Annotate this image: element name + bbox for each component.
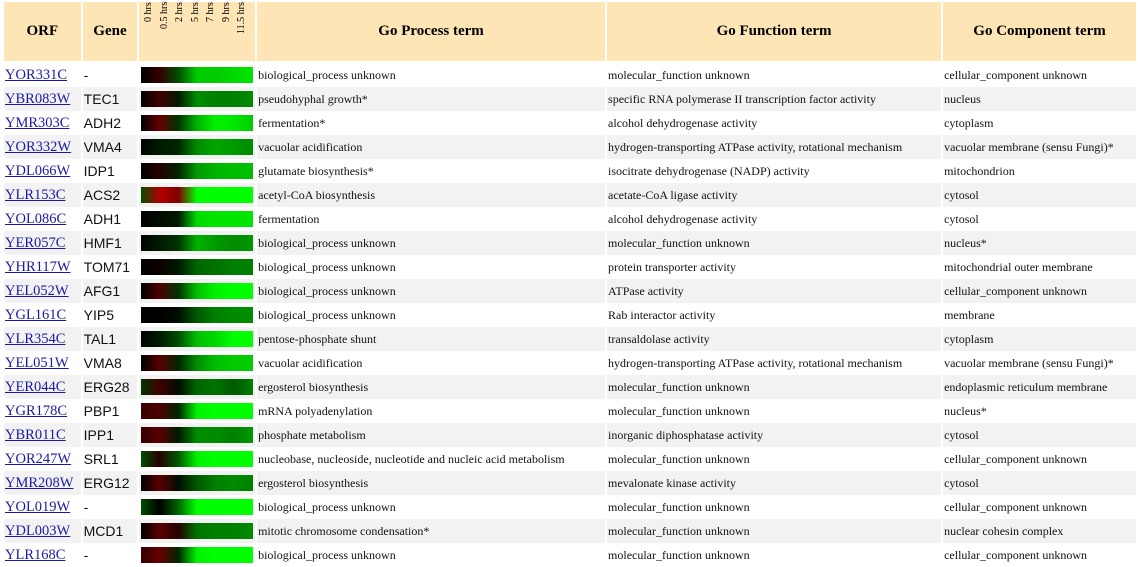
expression-cell xyxy=(139,399,255,423)
expression-cell xyxy=(139,279,255,303)
orf-link[interactable]: YDL066W xyxy=(5,162,71,179)
orf-link[interactable]: YGR178C xyxy=(5,402,68,419)
expression-cell xyxy=(139,519,255,543)
component-cell: mitochondrion xyxy=(943,159,1136,183)
orf-cell xyxy=(4,63,81,87)
table-row xyxy=(4,231,1136,255)
process-cell: glutamate biosynthesis* xyxy=(257,159,605,183)
expression-heatmap-bar xyxy=(141,475,253,491)
gene-cell: VMA4 xyxy=(83,135,138,159)
table-row xyxy=(4,375,1136,399)
orf-link[interactable]: YMR208W xyxy=(5,474,74,491)
orf-link[interactable]: YER057C xyxy=(5,234,66,251)
process-cell: fermentation* xyxy=(257,111,605,135)
orf-cell xyxy=(4,543,81,567)
expression-cell xyxy=(139,327,255,351)
component-cell: nucleus* xyxy=(943,399,1136,423)
process-cell: biological_process unknown xyxy=(257,279,605,303)
orf-cell xyxy=(4,303,81,327)
timepoint-labels xyxy=(139,2,255,58)
function-cell: inorganic diphosphatase activity xyxy=(607,423,941,447)
table-row xyxy=(4,327,1136,351)
process-cell: fermentation xyxy=(257,207,605,231)
process-cell: mRNA polyadenylation xyxy=(257,399,605,423)
component-cell: cytoplasm xyxy=(943,111,1136,135)
expression-cell xyxy=(139,135,255,159)
orf-link[interactable]: YMR303C xyxy=(5,114,70,131)
process-cell: mitotic chromosome condensation* xyxy=(257,519,605,543)
timepoint-header xyxy=(139,2,255,63)
orf-link[interactable]: YOL019W xyxy=(5,498,71,515)
component-cell: cellular_component unknown xyxy=(943,543,1136,567)
function-cell: molecular_function unknown xyxy=(607,495,941,519)
orf-cell xyxy=(4,231,81,255)
function-cell: hydrogen-transporting ATPase activity, rotational mechanism xyxy=(607,135,941,159)
timepoint-label: 11.5 hrs xyxy=(236,2,248,34)
orf-link[interactable]: YLR153C xyxy=(5,186,66,203)
process-cell: ergosterol biosynthesis xyxy=(257,471,605,495)
table-row xyxy=(4,351,1136,375)
process-cell: pentose-phosphate shunt xyxy=(257,327,605,351)
expression-cell xyxy=(139,87,255,111)
component-cell: nucleus* xyxy=(943,231,1136,255)
orf-cell xyxy=(4,423,81,447)
orf-link[interactable]: YER044C xyxy=(5,378,66,395)
expression-heatmap-bar xyxy=(141,211,253,227)
table-row xyxy=(4,471,1136,495)
expression-heatmap-bar xyxy=(141,451,253,467)
expression-heatmap-bar xyxy=(141,283,253,299)
expression-heatmap-bar xyxy=(141,235,253,251)
expression-cell xyxy=(139,303,255,327)
component-cell: cellular_component unknown xyxy=(943,279,1136,303)
expression-heatmap-bar xyxy=(141,307,253,323)
function-cell: alcohol dehydrogenase activity xyxy=(607,111,941,135)
process-cell: biological_process unknown xyxy=(257,255,605,279)
gene-cell: AFG1 xyxy=(83,279,138,303)
table-row xyxy=(4,423,1136,447)
table-row xyxy=(4,135,1136,159)
process-cell: nucleobase, nucleoside, nucleotide and nucleic acid metabolism xyxy=(257,447,605,471)
table-row xyxy=(4,87,1136,111)
expression-heatmap-bar xyxy=(141,355,253,371)
expression-table xyxy=(2,2,1138,567)
expression-heatmap-bar xyxy=(141,331,253,347)
process-cell: biological_process unknown xyxy=(257,495,605,519)
orf-link[interactable]: YBR011C xyxy=(5,426,66,443)
function-cell: molecular_function unknown xyxy=(607,231,941,255)
function-cell: specific RNA polymerase II transcription factor activity xyxy=(607,87,941,111)
expression-cell xyxy=(139,183,255,207)
expression-heatmap-bar xyxy=(141,115,253,131)
orf-link[interactable]: YOR247W xyxy=(5,450,72,467)
process-header: Go Process term xyxy=(257,2,605,63)
function-cell: hydrogen-transporting ATPase activity, rotational mechanism xyxy=(607,351,941,375)
orf-cell xyxy=(4,375,81,399)
orf-cell xyxy=(4,135,81,159)
process-cell: biological_process unknown xyxy=(257,543,605,567)
orf-link[interactable]: YEL052W xyxy=(5,282,69,299)
gene-cell: ADH2 xyxy=(83,111,138,135)
function-cell: transaldolase activity xyxy=(607,327,941,351)
orf-cell xyxy=(4,159,81,183)
gene-cell: YIP5 xyxy=(83,303,138,327)
component-cell: cellular_component unknown xyxy=(943,447,1136,471)
function-cell: molecular_function unknown xyxy=(607,399,941,423)
expression-cell xyxy=(139,255,255,279)
expression-cell xyxy=(139,63,255,87)
gene-header: Gene xyxy=(83,2,138,63)
timepoint-label: 0.5 hrs xyxy=(158,2,170,30)
orf-cell xyxy=(4,327,81,351)
gene-cell: VMA8 xyxy=(83,351,138,375)
gene-cell: - xyxy=(83,495,138,519)
process-cell: vacuolar acidification xyxy=(257,351,605,375)
expression-heatmap-bar xyxy=(141,499,253,515)
orf-link[interactable]: YLR168C xyxy=(5,546,66,563)
timepoint-label: 0 hrs xyxy=(143,2,155,22)
gene-cell: IPP1 xyxy=(83,423,138,447)
expression-cell xyxy=(139,543,255,567)
process-cell: vacuolar acidification xyxy=(257,135,605,159)
table-row xyxy=(4,519,1136,543)
gene-cell: ERG28 xyxy=(83,375,138,399)
orf-cell xyxy=(4,519,81,543)
function-header: Go Function term xyxy=(607,2,941,63)
timepoint-label: 5 hrs xyxy=(189,2,201,22)
component-cell: vacuolar membrane (sensu Fungi)* xyxy=(943,351,1136,375)
table-row xyxy=(4,255,1136,279)
expression-heatmap-bar xyxy=(141,163,253,179)
table-row xyxy=(4,207,1136,231)
component-cell: nuclear cohesin complex xyxy=(943,519,1136,543)
table-row xyxy=(4,399,1136,423)
table-row xyxy=(4,111,1136,135)
gene-cell: ACS2 xyxy=(83,183,138,207)
gene-cell: TOM71 xyxy=(83,255,138,279)
expression-heatmap-bar xyxy=(141,67,253,83)
function-cell: mevalonate kinase activity xyxy=(607,471,941,495)
function-cell: molecular_function unknown xyxy=(607,447,941,471)
expression-heatmap-bar xyxy=(141,403,253,419)
function-cell: isocitrate dehydrogenase (NADP) activity xyxy=(607,159,941,183)
orf-cell xyxy=(4,447,81,471)
table-row xyxy=(4,159,1136,183)
function-cell: Rab interactor activity xyxy=(607,303,941,327)
orf-cell xyxy=(4,255,81,279)
gene-cell: ADH1 xyxy=(83,207,138,231)
expression-cell xyxy=(139,471,255,495)
component-cell: mitochondrial outer membrane xyxy=(943,255,1136,279)
component-cell: cellular_component unknown xyxy=(943,63,1136,87)
orf-header: ORF xyxy=(4,2,81,63)
component-cell: cytosol xyxy=(943,183,1136,207)
component-cell: cytoplasm xyxy=(943,327,1136,351)
expression-cell xyxy=(139,375,255,399)
component-cell: vacuolar membrane (sensu Fungi)* xyxy=(943,135,1136,159)
expression-cell xyxy=(139,495,255,519)
orf-link[interactable]: YOL086C xyxy=(5,210,67,227)
component-cell: nucleus xyxy=(943,87,1136,111)
function-cell: protein transporter activity xyxy=(607,255,941,279)
process-cell: biological_process unknown xyxy=(257,303,605,327)
component-cell: cytosol xyxy=(943,423,1136,447)
orf-cell xyxy=(4,471,81,495)
expression-cell xyxy=(139,159,255,183)
component-cell: membrane xyxy=(943,303,1136,327)
gene-cell: ERG12 xyxy=(83,471,138,495)
function-cell: ATPase activity xyxy=(607,279,941,303)
expression-heatmap-bar xyxy=(141,379,253,395)
gene-cell: IDP1 xyxy=(83,159,138,183)
expression-heatmap-bar xyxy=(141,523,253,539)
orf-link[interactable]: YOR331C xyxy=(5,66,68,83)
function-cell: molecular_function unknown xyxy=(607,543,941,567)
component-header: Go Component term xyxy=(943,2,1136,63)
orf-link[interactable]: YDL003W xyxy=(5,522,71,539)
process-cell: pseudohyphal growth* xyxy=(257,87,605,111)
expression-cell xyxy=(139,111,255,135)
table-row xyxy=(4,279,1136,303)
expression-heatmap-bar xyxy=(141,427,253,443)
expression-heatmap-bar xyxy=(141,259,253,275)
gene-cell: - xyxy=(83,63,138,87)
gene-cell: TEC1 xyxy=(83,87,138,111)
orf-cell xyxy=(4,351,81,375)
component-cell: endoplasmic reticulum membrane xyxy=(943,375,1136,399)
table-row xyxy=(4,303,1136,327)
expression-cell xyxy=(139,207,255,231)
header-row xyxy=(4,2,1136,63)
timepoint-label: 7 hrs xyxy=(205,2,217,22)
process-cell: phosphate metabolism xyxy=(257,423,605,447)
process-cell: biological_process unknown xyxy=(257,231,605,255)
table-row xyxy=(4,543,1136,567)
orf-cell xyxy=(4,111,81,135)
function-cell: alcohol dehydrogenase activity xyxy=(607,207,941,231)
table-body xyxy=(4,63,1136,567)
expression-cell xyxy=(139,351,255,375)
gene-cell: MCD1 xyxy=(83,519,138,543)
orf-cell xyxy=(4,183,81,207)
function-cell: molecular_function unknown xyxy=(607,63,941,87)
orf-link[interactable]: YOR332W xyxy=(5,138,72,155)
orf-cell xyxy=(4,87,81,111)
expression-cell xyxy=(139,231,255,255)
table-row xyxy=(4,447,1136,471)
orf-cell xyxy=(4,279,81,303)
expression-heatmap-bar xyxy=(141,187,253,203)
function-cell: molecular_function unknown xyxy=(607,519,941,543)
component-cell: cytosol xyxy=(943,471,1136,495)
gene-cell: PBP1 xyxy=(83,399,138,423)
component-cell: cytosol xyxy=(943,207,1136,231)
expression-cell xyxy=(139,423,255,447)
process-cell: biological_process unknown xyxy=(257,63,605,87)
gene-cell: - xyxy=(83,543,138,567)
timepoint-label: 9 hrs xyxy=(220,2,232,22)
component-cell: cellular_component unknown xyxy=(943,495,1136,519)
expression-cell xyxy=(139,447,255,471)
orf-link[interactable]: YEL051W xyxy=(5,354,69,371)
orf-link[interactable]: YGL161C xyxy=(5,306,67,323)
gene-cell: HMF1 xyxy=(83,231,138,255)
table-row xyxy=(4,495,1136,519)
table-row xyxy=(4,63,1136,87)
process-cell: acetyl-CoA biosynthesis xyxy=(257,183,605,207)
orf-cell xyxy=(4,495,81,519)
orf-link[interactable]: YBR083W xyxy=(5,90,71,107)
timepoint-label: 2 hrs xyxy=(174,2,186,22)
orf-link[interactable]: YHR117W xyxy=(5,258,71,275)
process-cell: ergosterol biosynthesis xyxy=(257,375,605,399)
orf-link[interactable]: YLR354C xyxy=(5,330,66,347)
gene-cell: SRL1 xyxy=(83,447,138,471)
orf-cell xyxy=(4,207,81,231)
function-cell: molecular_function unknown xyxy=(607,375,941,399)
gene-cell: TAL1 xyxy=(83,327,138,351)
expression-heatmap-bar xyxy=(141,139,253,155)
table-row xyxy=(4,183,1136,207)
expression-heatmap-bar xyxy=(141,91,253,107)
orf-cell xyxy=(4,399,81,423)
expression-heatmap-bar xyxy=(141,547,253,563)
function-cell: acetate-CoA ligase activity xyxy=(607,183,941,207)
